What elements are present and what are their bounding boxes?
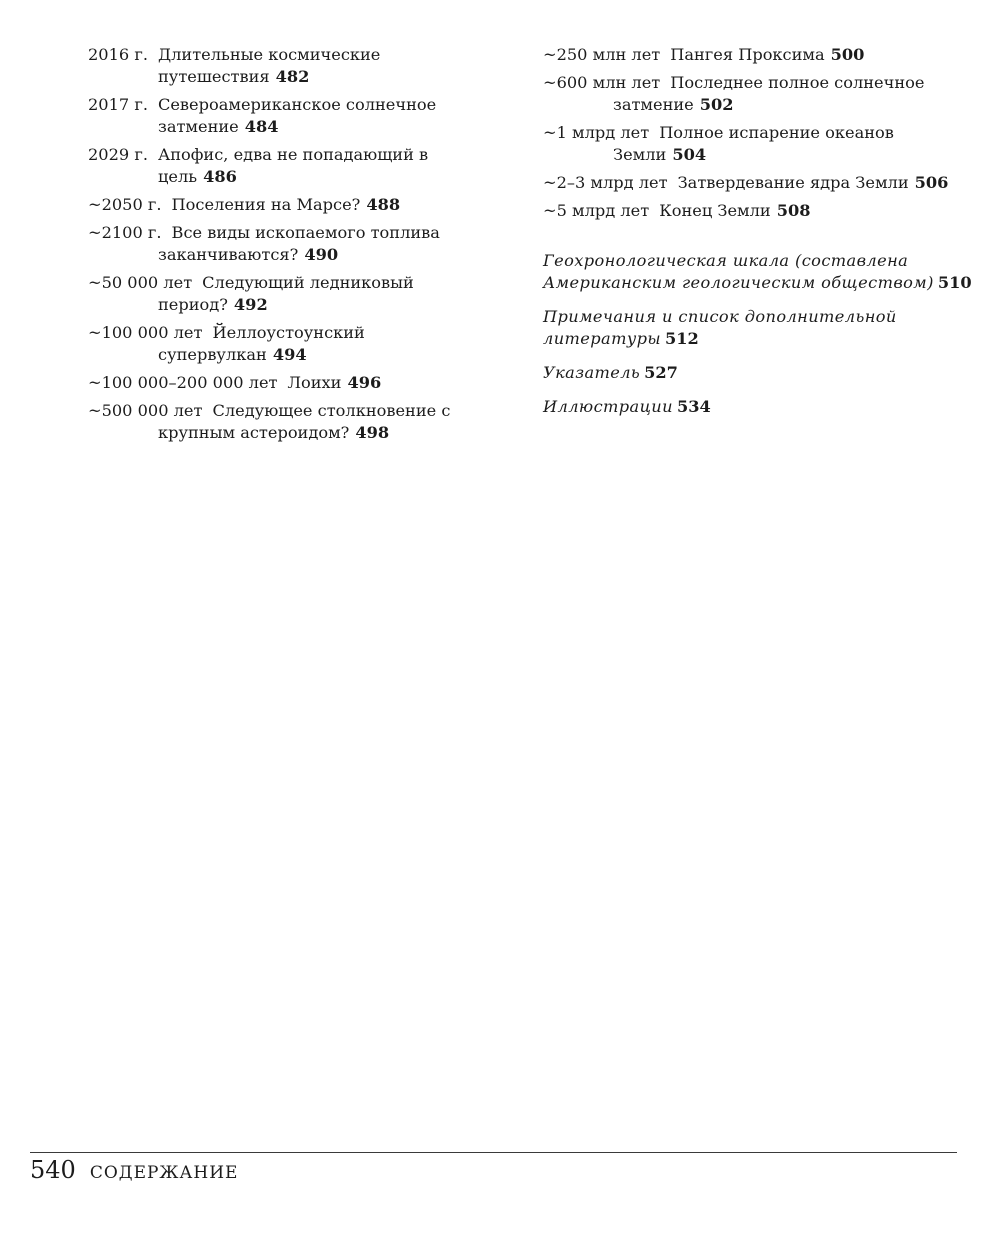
entry-page: 494 [272,345,307,364]
toc-entry[interactable] [543,44,983,66]
toc-entry[interactable] [88,272,488,316]
entry-title: Длительные космические путешествия [157,45,381,86]
appendix-entry-index[interactable] [543,362,983,384]
toc-entry[interactable] [88,400,488,444]
entry-page: 486 [203,167,237,186]
entry-title: Полное испарение океанов Земли [613,123,894,164]
entry-date: 2016 г. [88,45,148,64]
entry-page: 504 [672,145,707,164]
entry-date: ~5 млрд лет [543,201,650,220]
entry-title: Пангея Проксима [670,45,825,64]
appendix-label: Примечания и список дополнительной литературы [543,307,897,348]
entry-page: 502 [699,95,734,114]
entry-date: ~250 млн лет [543,45,661,64]
toc-entry[interactable] [543,200,983,222]
entry-page: 490 [304,245,339,264]
entry-page: 500 [830,45,865,64]
toc-entry[interactable] [88,94,488,138]
toc-entry[interactable] [88,222,488,266]
toc-entry[interactable] [543,172,983,194]
entry-date: ~2100 г. [88,223,162,242]
entry-page: 508 [776,201,811,220]
appendix-page: 510 [937,273,972,292]
toc-entry[interactable] [88,372,488,394]
entry-date: 2029 г. [88,145,148,164]
page-number: 540 [30,1156,76,1184]
entry-title: Конец Земли [659,201,771,220]
entry-title: Поселения на Марсе? [171,195,361,214]
entry-page: 482 [275,67,310,86]
entry-title: Йеллоустоунский супервулкан [158,323,365,364]
entry-date: ~50 000 лет [88,273,193,292]
entry-title: Лоихи [287,373,342,392]
appendix-entry-illustrations[interactable] [543,396,983,418]
toc-left-column [88,44,488,450]
entry-date: ~100 000–200 000 лет [88,373,278,392]
appendix-label: Иллюстрации [543,397,673,416]
footer-divider [30,1152,957,1153]
appendix-page: 527 [644,363,678,382]
appendix-entry-notes[interactable] [543,306,983,350]
toc-right-column [543,44,983,430]
entry-page: 488 [366,195,401,214]
entry-title: Следующий ледниковый период? [158,273,414,314]
entry-date: ~2050 г. [88,195,162,214]
entry-date: ~600 млн лет [543,73,661,92]
entry-title: Последнее полное солнечное затмение [613,73,925,114]
entry-title: Все виды ископаемого топлива заканчиваются? [158,223,440,264]
entry-title: Затвердевание ядра Земли [677,173,909,192]
appendix-label: Указатель [543,363,641,382]
entry-page: 506 [914,173,949,192]
entry-date: ~1 млрд лет [543,123,650,142]
entry-title: Североамериканское солнечное затмение [157,95,437,136]
section-spacer [543,228,983,250]
appendix-page: 512 [664,329,699,348]
toc-entry[interactable] [543,72,983,116]
appendix-page: 534 [676,397,711,416]
entry-date: ~2–3 млрд лет [543,173,668,192]
entry-page: 498 [355,423,390,442]
running-head: СОДЕРЖАНИЕ [89,1163,239,1183]
toc-entry[interactable] [543,122,983,166]
entry-date: ~500 000 лет [88,401,203,420]
entry-title: Апофис, едва не попадающий в цель [157,145,429,186]
toc-entry[interactable] [88,44,488,88]
toc-entry[interactable] [88,322,488,366]
page-footer [30,1156,238,1184]
entry-title: Следующее столкновение с крупным астероидом? [158,401,451,442]
toc-entry[interactable] [88,194,488,216]
entry-page: 492 [233,295,268,314]
entry-page: 484 [244,117,279,136]
appendix-label: Геохронологическая шкала (составлена Американским геологическим обществом) [543,251,934,292]
appendix-entry-geochronology[interactable] [543,250,983,294]
entry-date: 2017 г. [88,95,148,114]
toc-entry[interactable] [88,144,488,188]
entry-date: ~100 000 лет [88,323,203,342]
entry-page: 496 [347,373,382,392]
